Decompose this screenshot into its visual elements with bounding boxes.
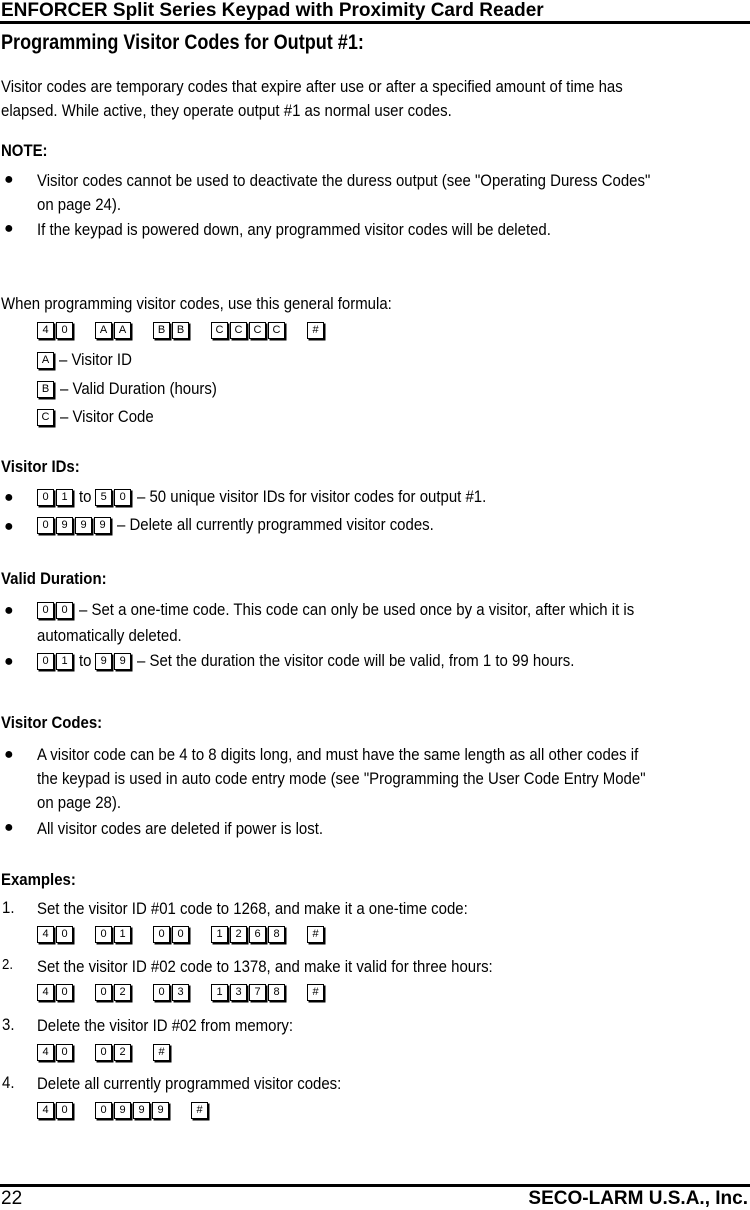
key-group: [153, 926, 191, 943]
key-0: 0: [37, 517, 54, 534]
example-2-number: 2.: [2, 956, 14, 973]
key-group: [95, 1044, 133, 1061]
key-group: [95, 489, 133, 506]
example-2-text: Set the visitor ID #02 code to 1378, and make it valid for three hours:: [37, 957, 493, 976]
key-group: [37, 926, 75, 943]
visitor-codes-item-1-line-3: on page 28).: [37, 793, 122, 812]
key-7: 7: [249, 984, 266, 1001]
key-4: 4: [37, 322, 54, 339]
visitor-codes-item-2: All visitor codes are deleted if power is lost.: [37, 819, 324, 838]
legend-a-text: – Visitor ID: [59, 350, 132, 369]
key-group: [211, 322, 287, 339]
example-4-number: 4.: [2, 1073, 15, 1092]
key-group: [153, 322, 191, 339]
visitor-ids-item-2-text: – Delete all currently programmed visitor codes.: [117, 515, 434, 534]
key-9: 9: [114, 1102, 131, 1119]
key-hash: #: [307, 926, 324, 943]
key-group: [95, 1102, 171, 1119]
key-0: 0: [56, 602, 73, 619]
visitor-ids-heading: Visitor IDs:: [1, 457, 80, 476]
key-0: 0: [114, 489, 131, 506]
key-b: B: [172, 322, 189, 339]
key-hash: #: [191, 1102, 208, 1119]
visitor-codes-item-1-line-2: the keypad is used in auto code entry mode (see "Programming the User Code Entry Mode": [37, 769, 646, 788]
key-0: 0: [95, 926, 112, 943]
valid-duration-item-1-line-1: – Set a one-time code. This code can only be used once by a visitor, after which it is: [79, 600, 635, 619]
bullet-icon: ●: [4, 171, 14, 188]
key-0: 0: [56, 322, 73, 339]
key-9: 9: [56, 517, 73, 534]
key-2: 2: [114, 984, 131, 1001]
visitor-ids-item-1-text: – 50 unique visitor IDs for visitor codes for output #1.: [137, 487, 487, 506]
key-8: 8: [268, 984, 285, 1001]
visitor-codes-heading: Visitor Codes:: [1, 713, 103, 732]
key-0: 0: [37, 602, 54, 619]
key-group: [153, 984, 191, 1001]
key-group: [95, 653, 133, 670]
key-a: A: [95, 322, 112, 339]
key-hash: #: [153, 1044, 170, 1061]
key-a: A: [37, 352, 54, 369]
header-rule: [0, 21, 750, 24]
to-text: to: [79, 487, 92, 506]
key-0: 0: [95, 1044, 112, 1061]
key-0: 0: [56, 1102, 73, 1119]
formula-key-sequence: [37, 322, 326, 339]
key-group: [37, 1102, 75, 1119]
bullet-icon: ●: [4, 220, 14, 237]
key-0: 0: [172, 926, 189, 943]
example-4-keys: [37, 1102, 210, 1119]
key-group: [307, 926, 326, 943]
key-0: 0: [37, 489, 54, 506]
key-8: 8: [268, 926, 285, 943]
key-group: [37, 602, 75, 619]
key-c: C: [230, 322, 247, 339]
page-number: 22: [1, 1188, 23, 1209]
example-2-keys: [37, 984, 326, 1001]
key-1: 1: [56, 489, 73, 506]
key-2: 2: [114, 1044, 131, 1061]
key-group: [37, 322, 75, 339]
bullet-icon: ●: [4, 489, 14, 506]
key-3: 3: [172, 984, 189, 1001]
key-a: A: [114, 322, 131, 339]
key-1: 1: [211, 926, 228, 943]
bullet-icon: ●: [4, 602, 14, 619]
key-4: 4: [37, 926, 54, 943]
key-1: 1: [56, 653, 73, 670]
valid-duration-item-2-text: – Set the duration the visitor code will be valid, from 1 to 99 hours.: [137, 651, 575, 670]
bullet-icon: ●: [4, 518, 14, 535]
company-name: SECO-LARM U.S.A., Inc.: [528, 1188, 748, 1209]
key-6: 6: [249, 926, 266, 943]
key-3: 3: [230, 984, 247, 1001]
note-item-1-line-2: on page 24).: [37, 195, 122, 214]
to-text: to: [79, 651, 92, 670]
key-4: 4: [37, 984, 54, 1001]
key-group: [37, 984, 75, 1001]
legend-a: [37, 350, 142, 370]
valid-duration-item-1-line-2: automatically deleted.: [37, 626, 182, 645]
key-group: [211, 926, 287, 943]
key-9: 9: [95, 653, 112, 670]
key-c: C: [211, 322, 228, 339]
header-title: ENFORCER Split Series Keypad with Proximity Card Reader: [1, 0, 544, 21]
key-c: C: [249, 322, 266, 339]
key-group: [37, 489, 75, 506]
footer-rule: [0, 1184, 750, 1187]
key-9: 9: [75, 517, 92, 534]
key-b: B: [153, 322, 170, 339]
key-0: 0: [37, 653, 54, 670]
key-9: 9: [114, 653, 131, 670]
bullet-icon: ●: [4, 746, 14, 763]
key-group: [153, 1044, 172, 1061]
key-0: 0: [153, 926, 170, 943]
example-1-text: Set the visitor ID #01 code to 1268, and make it a one-time code:: [37, 899, 468, 918]
key-0: 0: [56, 984, 73, 1001]
key-1: 1: [114, 926, 131, 943]
example-3-keys: [37, 1044, 172, 1061]
key-group: [95, 926, 133, 943]
legend-c: [37, 407, 166, 427]
key-group: [191, 1102, 210, 1119]
key-group: [37, 1044, 75, 1061]
key-c: C: [268, 322, 285, 339]
example-1-number: 1.: [2, 898, 15, 917]
visitor-ids-item-2: [37, 515, 477, 535]
example-3-number: 3.: [2, 1015, 15, 1034]
bullet-icon: ●: [4, 819, 14, 836]
intro-line-2: elapsed. While active, they operate output #1 as normal user codes.: [1, 101, 452, 120]
key-0: 0: [56, 926, 73, 943]
example-1-keys: [37, 926, 326, 943]
visitor-ids-item-1: [37, 487, 534, 507]
key-group: [95, 322, 133, 339]
key-0: 0: [153, 984, 170, 1001]
key-1: 1: [211, 984, 228, 1001]
bullet-icon: ●: [4, 653, 14, 670]
key-9: 9: [152, 1102, 169, 1119]
formula-intro: When programming visitor codes, use this general formula:: [1, 294, 392, 313]
legend-b-text: – Valid Duration (hours): [60, 379, 217, 398]
key-4: 4: [37, 1044, 54, 1061]
example-4-text: Delete all currently programmed visitor codes:: [37, 1074, 342, 1093]
section-title: Programming Visitor Codes for Output #1:: [1, 31, 364, 54]
valid-duration-item-2: [37, 651, 634, 671]
visitor-codes-item-1-line-1: A visitor code can be 4 to 8 digits long, and must have the same length as all other codes if: [37, 745, 639, 764]
example-3-text: Delete the visitor ID #02 from memory:: [37, 1016, 294, 1035]
key-hash: #: [307, 984, 324, 1001]
key-9: 9: [133, 1102, 150, 1119]
valid-duration-item-1: [37, 600, 710, 620]
key-group: [37, 653, 75, 670]
key-group: [37, 517, 113, 534]
key-c: C: [37, 409, 54, 426]
key-group: [307, 984, 326, 1001]
key-5: 5: [95, 489, 112, 506]
key-b: B: [37, 381, 54, 398]
key-4: 4: [37, 1102, 54, 1119]
intro-line-1: Visitor codes are temporary codes that expire after use or after a specified amount of time has: [1, 77, 623, 96]
legend-c-text: – Visitor Code: [60, 407, 154, 426]
key-hash: #: [307, 322, 324, 339]
key-0: 0: [95, 1102, 112, 1119]
legend-b: [37, 379, 238, 399]
key-0: 0: [95, 984, 112, 1001]
note-item-1-line-1: Visitor codes cannot be used to deactivate the duress output (see "Operating Duress Codes": [37, 171, 651, 190]
key-9: 9: [94, 517, 111, 534]
key-0: 0: [56, 1044, 73, 1061]
note-item-2: If the keypad is powered down, any programmed visitor codes will be deleted.: [37, 220, 551, 239]
key-group: [95, 984, 133, 1001]
valid-duration-heading: Valid Duration:: [1, 569, 107, 588]
key-group: [211, 984, 287, 1001]
note-heading: NOTE:: [1, 141, 48, 160]
key-group: [307, 322, 326, 339]
examples-heading: Examples:: [1, 870, 76, 889]
key-2: 2: [230, 926, 247, 943]
